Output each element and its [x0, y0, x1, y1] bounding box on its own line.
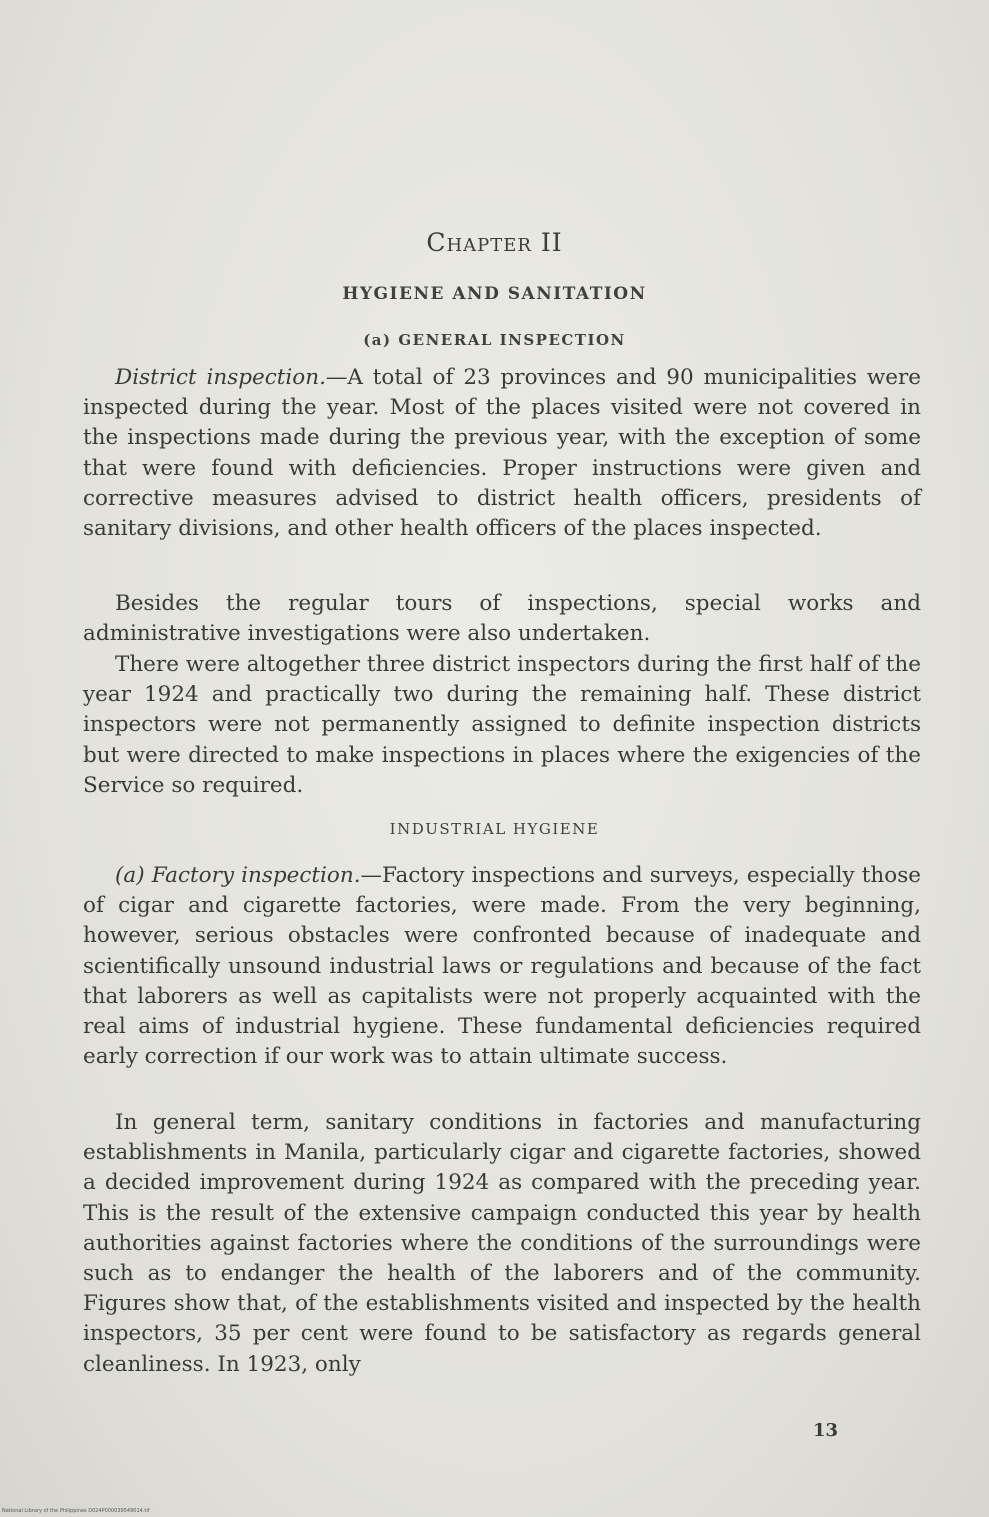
paragraph-district-inspection: [83, 363, 921, 544]
paragraph-body: —A total of 23 provinces and 90 municipalities were inspected during the year. Most of the places visited were not covered in the inspections made during the previous year, with the exception of some that were found with deficiencies. Proper instructions were given and corrective measures advised to district health officers, presidents of sanitary divisions, and other health officers of the places inspected.: [83, 365, 921, 542]
paragraph-body: —Factory inspections and surveys, especially those of cigar and cigarette factories, were made. From the very beginning, however, serious obstacles were confronted because of inadequate and scientifically unsound industrial laws or regulations and because of the fact that laborers as well as capitalists were not properly acquainted with the real aims of industrial hygiene. These fundamental deficiencies required early correction if our work was to attain ultimate success.: [83, 863, 921, 1070]
paragraph-sanitary-conditions: In general term, sanitary conditions in factories and manufacturing establishments in Manila, particularly cigar and cigarette factories, showed a decided improvement during 1924 as compared with the preceding year. This is the result of the extensive campaign conducted this year by health authorities against factories where the conditions of the surroundings were such as to endanger the health of the laborers and of the community. Figures show that, of the establishments visited and inspected by the health inspectors, 35 per cent were found to be satisfactory as regards general cleanliness. In 1923, only: [83, 1110, 921, 1377]
paragraph-prefix: (a): [115, 863, 145, 888]
subsection-title: (a) GENERAL INSPECTION: [363, 331, 626, 349]
paragraph-special-works: Besides the regular tours of inspections, special works and administrative investigations were also undertaken.: [83, 591, 921, 647]
paragraph-factory-inspection: [83, 861, 921, 1072]
page-number: 13: [813, 1420, 839, 1441]
archive-stamp: National Library of the Philippines D024P000039549014.tif: [2, 1508, 150, 1514]
paragraph-district-inspectors: There were altogether three district inspectors during the first half of the year 1924 and practically two during the remaining half. These district inspectors were not permanently assigned to definite inspection districts but were directed to make inspections in places where the exigencies of the Service so required.: [83, 652, 921, 798]
section-title: HYGIENE AND SANITATION: [342, 284, 647, 304]
paragraph-label: Factory inspection.: [151, 863, 361, 888]
chapter-title: Chapter II: [426, 228, 563, 257]
industrial-hygiene-heading: INDUSTRIAL HYGIENE: [389, 820, 600, 838]
paragraph-label: District inspection.: [115, 365, 326, 390]
